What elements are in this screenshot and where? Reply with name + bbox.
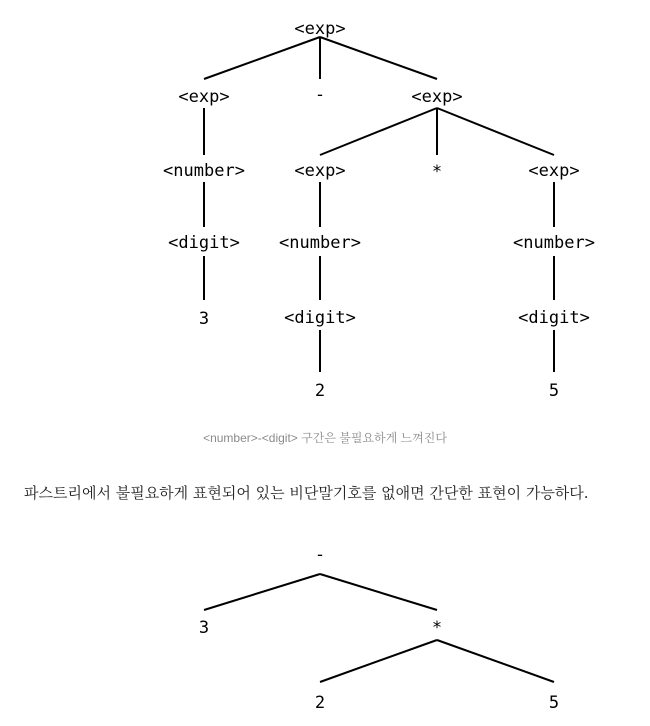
figure-caption: <number>-<digit> 구간은 불필요하게 느껴진다 [203,431,447,445]
edge-s-minus-right [320,574,437,610]
node-rr-digit: <digit> [518,308,590,328]
node-s-minus: - [314,545,326,565]
edge-root-left [204,37,320,79]
node-mid-digit: <digit> [284,308,356,328]
node-left-digit: <digit> [168,233,240,253]
node-minus: - [314,85,326,105]
node-rr-number: <number> [513,233,595,253]
edge-right-mid [320,108,437,155]
node-mid-exp: <exp> [294,161,346,181]
node-left-number: <number> [163,161,245,181]
node-s-mid-value: 2 [314,693,326,713]
node-s-times: * [431,618,443,638]
node-root-exp: <exp> [294,19,346,39]
node-s-rr-value: 5 [548,693,560,713]
node-mid-value: 2 [314,381,326,401]
node-left-value: 3 [198,309,210,329]
node-s-left-value: 3 [198,618,210,638]
node-mid-number: <number> [279,233,361,253]
edge-root-right [320,37,437,79]
edge-right-rr [437,108,554,155]
node-right-exp: <exp> [411,87,463,107]
node-rr-value: 5 [548,381,560,401]
edge-s-times-right [437,640,554,682]
node-times: * [431,162,443,182]
node-left-exp: <exp> [178,87,230,107]
edge-s-minus-left [204,574,320,610]
edge-s-times-left [320,640,437,682]
body-paragraph: 파스트리에서 불필요하게 표현되어 있는 비단말기호를 없애면 간단한 표현이 가능하다. [24,484,589,502]
node-rr-exp: <exp> [528,161,580,181]
